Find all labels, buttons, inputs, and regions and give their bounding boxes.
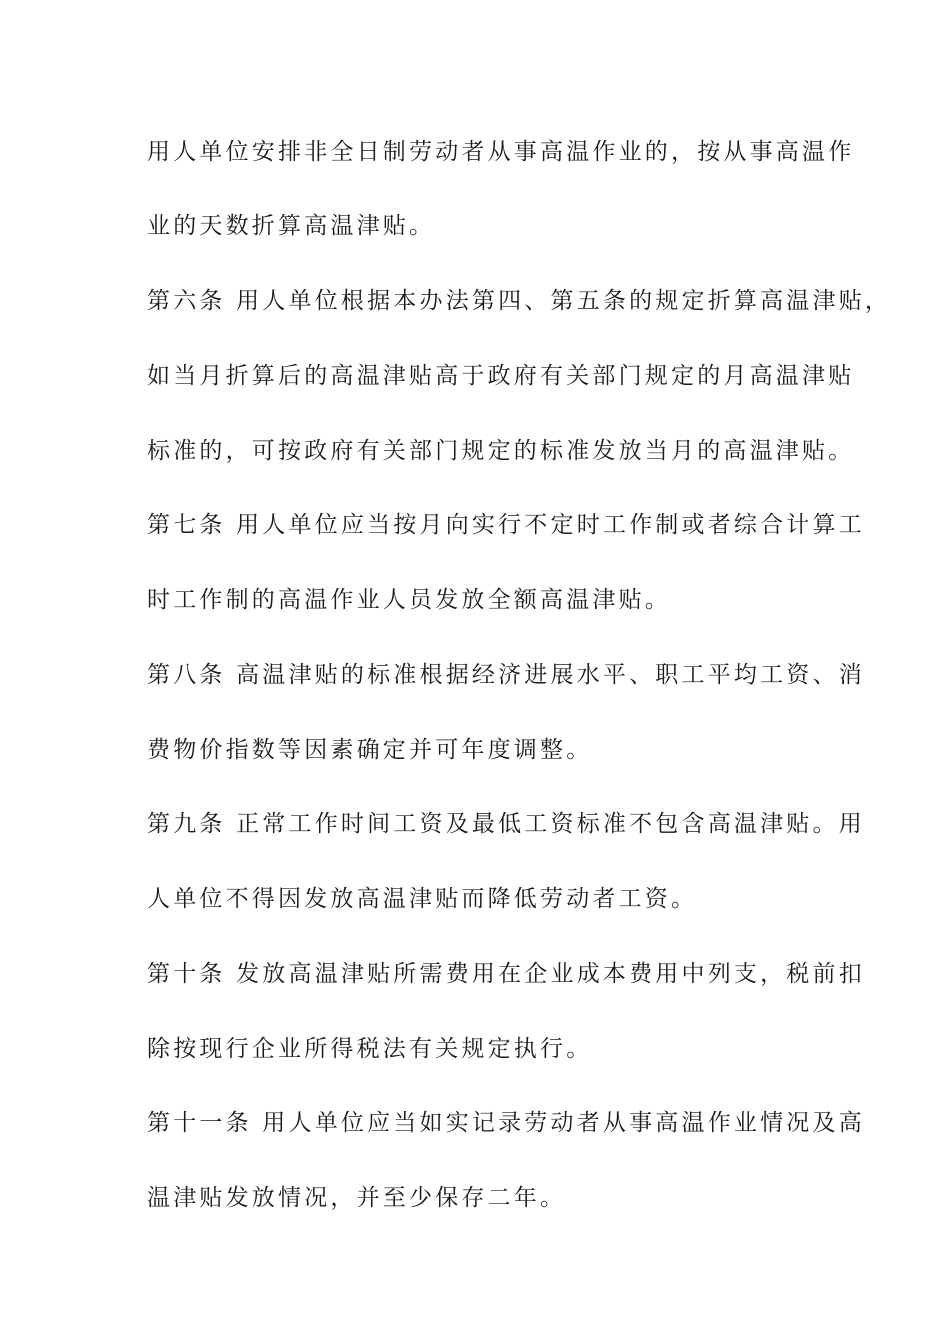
text-line: 除按现行企业所得税法有关规定执行。 — [147, 1036, 593, 1062]
text-line: 标准的，可按政府有关部门规定的标准发放当月的高温津贴。 — [147, 438, 855, 464]
text-line: 用人单位安排非全日制劳动者从事高温作业的，按从事高温作 — [147, 139, 855, 165]
text-line: 时工作制的高温作业人员发放全额高温津贴。 — [147, 587, 671, 613]
text-line: 如当月折算后的高温津贴高于政府有关部门规定的月高温津贴 — [147, 363, 855, 389]
text-line: 第六条 用人单位根据本办法第四、第五条的规定折算高温津贴， — [147, 288, 892, 314]
text-line: 人单位不得因发放高温津贴而降低劳动者工资。 — [147, 886, 698, 912]
text-line: 温津贴发放情况，并至少保存二年。 — [147, 1185, 567, 1211]
text-line: 第八条 高温津贴的标准根据经济进展水平、职工平均工资、消 — [147, 662, 865, 688]
text-line: 第九条 正常工作时间工资及最低工资标准不包含高温津贴。用 — [147, 811, 865, 837]
text-line: 费物价指数等因素确定并可年度调整。 — [147, 737, 593, 763]
text-line: 第十条 发放高温津贴所需费用在企业成本费用中列支，税前扣 — [147, 961, 865, 987]
text-line: 第七条 用人单位应当按月向实行不定时工作制或者综合计算工 — [147, 512, 865, 538]
text-line: 第十一条 用人单位应当如实记录劳动者从事高温作业情况及高 — [147, 1110, 865, 1136]
text-line: 业的天数折算高温津贴。 — [147, 213, 436, 239]
